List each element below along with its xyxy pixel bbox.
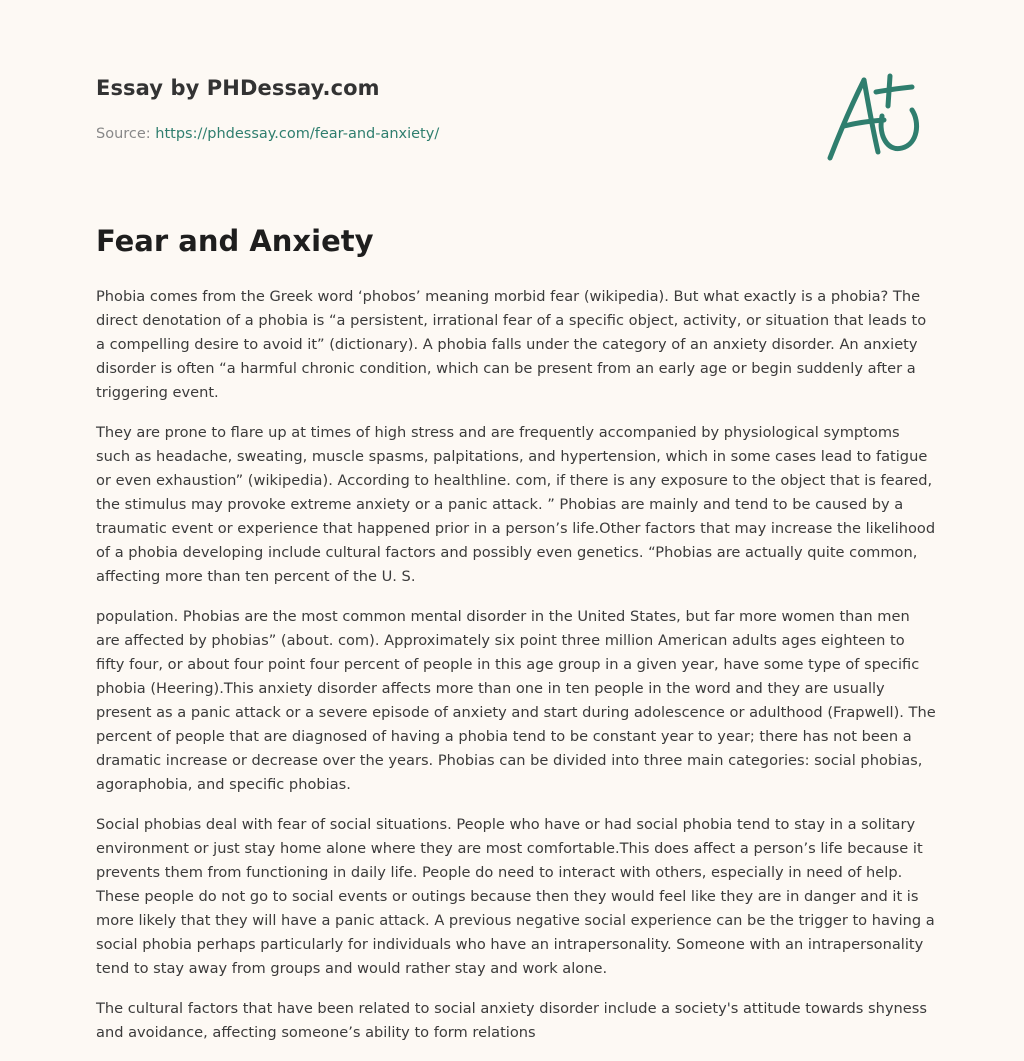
source-label: Source: [96, 126, 156, 142]
source-link[interactable]: https://phdessay.com/fear-and-anxiety/ [155, 126, 440, 142]
essay-header [96, 76, 936, 142]
essay-paragraph: population. Phobias are the most common mental disorder in the United States, but far more women than men are affected by phobias” (about. com). Approximately six point three million American adults ages eighteen to fifty four, or about four point four percent of people in this age group in a given year, have some type of specific phobia (Heering).This anxiety disorder affects more than one in ten people in the word and they are usually present as a panic attack or a severe episode of anxiety and start during adolescence or adulthood (Frapwell). The percent of people that are diagnosed of having a phobia tend to be constant year to year; there has not been a dramatic increase or decrease over the years. Phobias can be divided into three main categories: social phobias, agoraphobia, and specific phobias. [96, 608, 936, 793]
essay-body [96, 285, 936, 1061]
a-plus-grade-icon [822, 66, 928, 166]
site-title: Essay by PHDessay.com [96, 76, 380, 100]
essay-paragraph: Social phobias deal with fear of social situations. People who have or had social phobia tend to stay in a solitary environment or just stay home alone where they are most comfortable.This does affect a person’s life because it prevents them from functioning in daily life. People do need to interact with others, especially in need of help. These people do not go to social events or outings because then they would feel like they are in danger and it is more likely that they will have a panic attack. A previous negative social experience can be the trigger to having a social phobia perhaps particularly for individuals who have an intrapersonality. Someone with an intrapersonality tend to stay away from groups and would rather stay and work alone. [96, 816, 935, 977]
essay-paragraph: Phobia comes from the Greek word ‘phobos’ meaning morbid fear (wikipedia). But what exactly is a phobia? The direct denotation of a phobia is “a persistent, irrational fear of a specific object, activity, or situation that leads to a compelling desire to avoid it” (dictionary). A phobia falls under the category of an anxiety disorder. An anxiety disorder is often “a harmful chronic condition, which can be present from an early age or begin suddenly after a triggering event. [96, 288, 927, 401]
essay-title: Fear and Anxiety [96, 224, 374, 258]
essay-paragraph: The cultural factors that have been related to social anxiety disorder include a society's attitude towards shyness and avoidance, affecting someone’s ability to form relations [96, 1000, 927, 1041]
source-line [96, 126, 936, 142]
essay-paragraph: They are prone to flare up at times of high stress and are frequently accompanied by physiological symptoms such as headache, sweating, muscle spasms, palpitations, and hypertension, which in some cases lead to fatigue or even exhaustion” (wikipedia). According to healthline. com, if there is any exposure to the object that is feared, the stimulus may provoke extreme anxiety or a panic attack. ” Phobias are mainly and tend to be caused by a traumatic event or experience that happened prior in a person’s life.Other factors that may increase the likelihood of a phobia developing include cultural factors and possibly even genetics. “Phobias are actually quite common, affecting more than ten percent of the U. S. [96, 424, 936, 585]
